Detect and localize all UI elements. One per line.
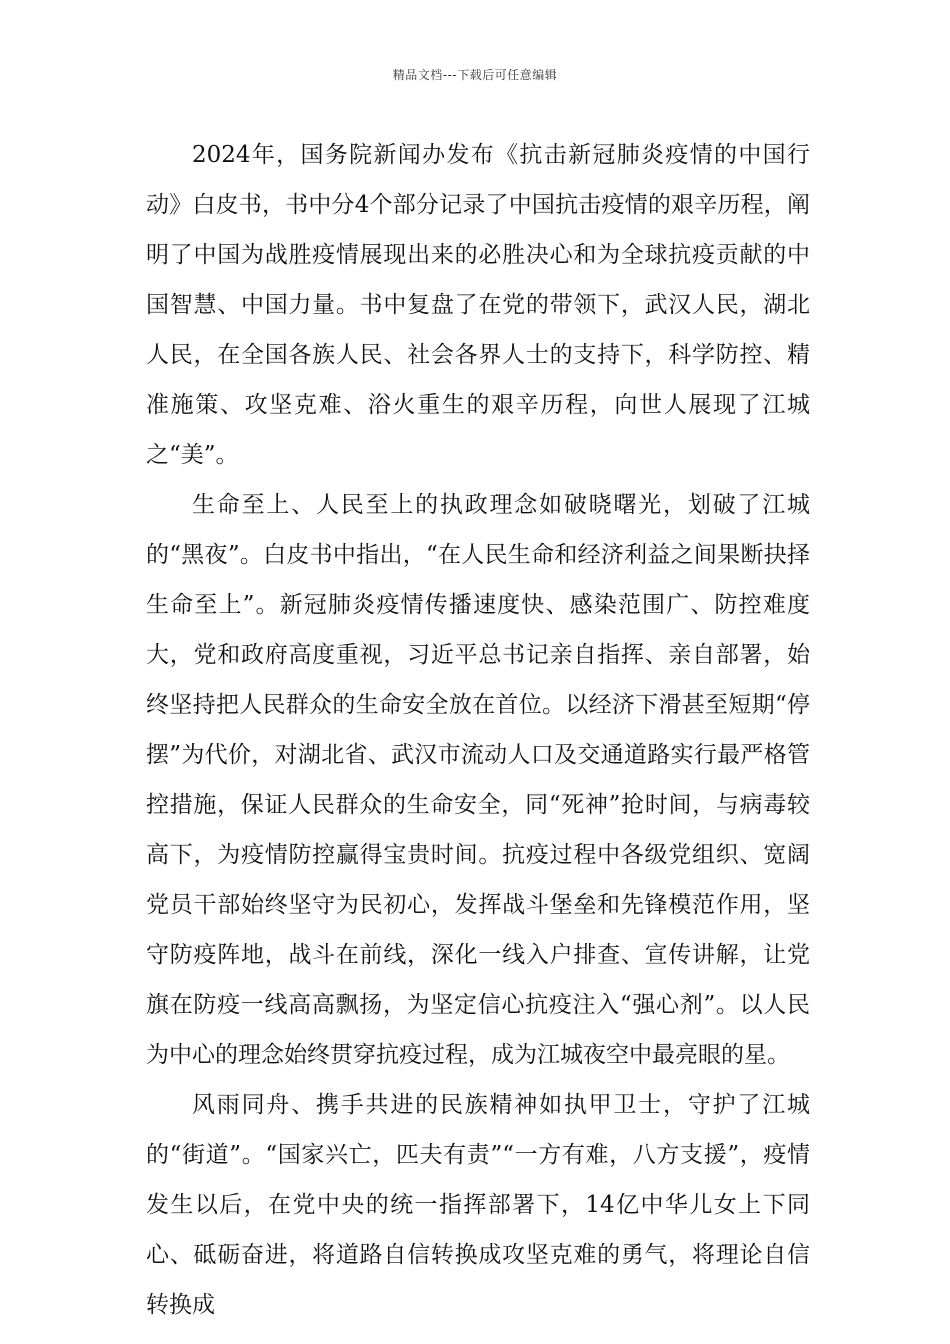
paragraph-2: 生命至上、人民至上的执政理念如破晓曙光，划破了江城的“黑夜”。白皮书中指出，“在人民生命和经济利益之间果断抉择生命至上”。新冠肺炎疫情传播速度快、感染范围广、防控难度大，党和政府高度重视，习近平总书记亲自指挥、亲自部署，始终坚持把人民群众的生命安全放在首位。以经济下滑甚至短期“停摆”为代价，对湖北省、武汉市流动人口及交通道路实行最严格管控措施，保证人民群众的生命安全，同“死神”抢时间，与病毒较高下，为疫情防控赢得宝贵时间。抗疫过程中各级党组织、宽阔党员干部始终坚守为民初心，发挥战斗堡垒和先锋模范作用，坚守防疫阵地，战斗在前线，深化一线入户排查、宣传讲解，让党旗在防疫一线高高飘扬，为坚定信心抗疫注入“强心剂”。以人民为中心的理念始终贯穿抗疫过程，成为江城夜空中最亮眼的星。 [146, 492, 810, 1068]
page-header: 精品文档---下载后可任意编辑 [392, 68, 558, 82]
paragraph-3: 风雨同舟、携手共进的民族精神如执甲卫士，守护了江城的“街道”。“国家兴亡，匹夫有责”“一方有难，八方支援”，疫情发生以后，在党中央的统一指挥部署下，14亿中华儿女上下同心、砥砺奋进，将道路自信转换成攻坚克难的勇气，将理论自信转换成 [146, 1092, 810, 1318]
document-body [146, 130, 810, 1330]
paragraph-1: 2024年，国务院新闻办发布《抗击新冠肺炎疫情的中国行动》白皮书，书中分4个部分记录了中国抗击疫情的艰辛历程，阐明了中国为战胜疫情展现出来的必胜决心和为全球抗疫贡献的中国智慧、中国力量。书中复盘了在党的带领下，武汉人民，湖北人民，在全国各族人民、社会各界人士的支持下，科学防控、精准施策、攻坚克难、浴火重生的艰辛历程，向世人展现了江城之“美”。 [146, 142, 810, 468]
